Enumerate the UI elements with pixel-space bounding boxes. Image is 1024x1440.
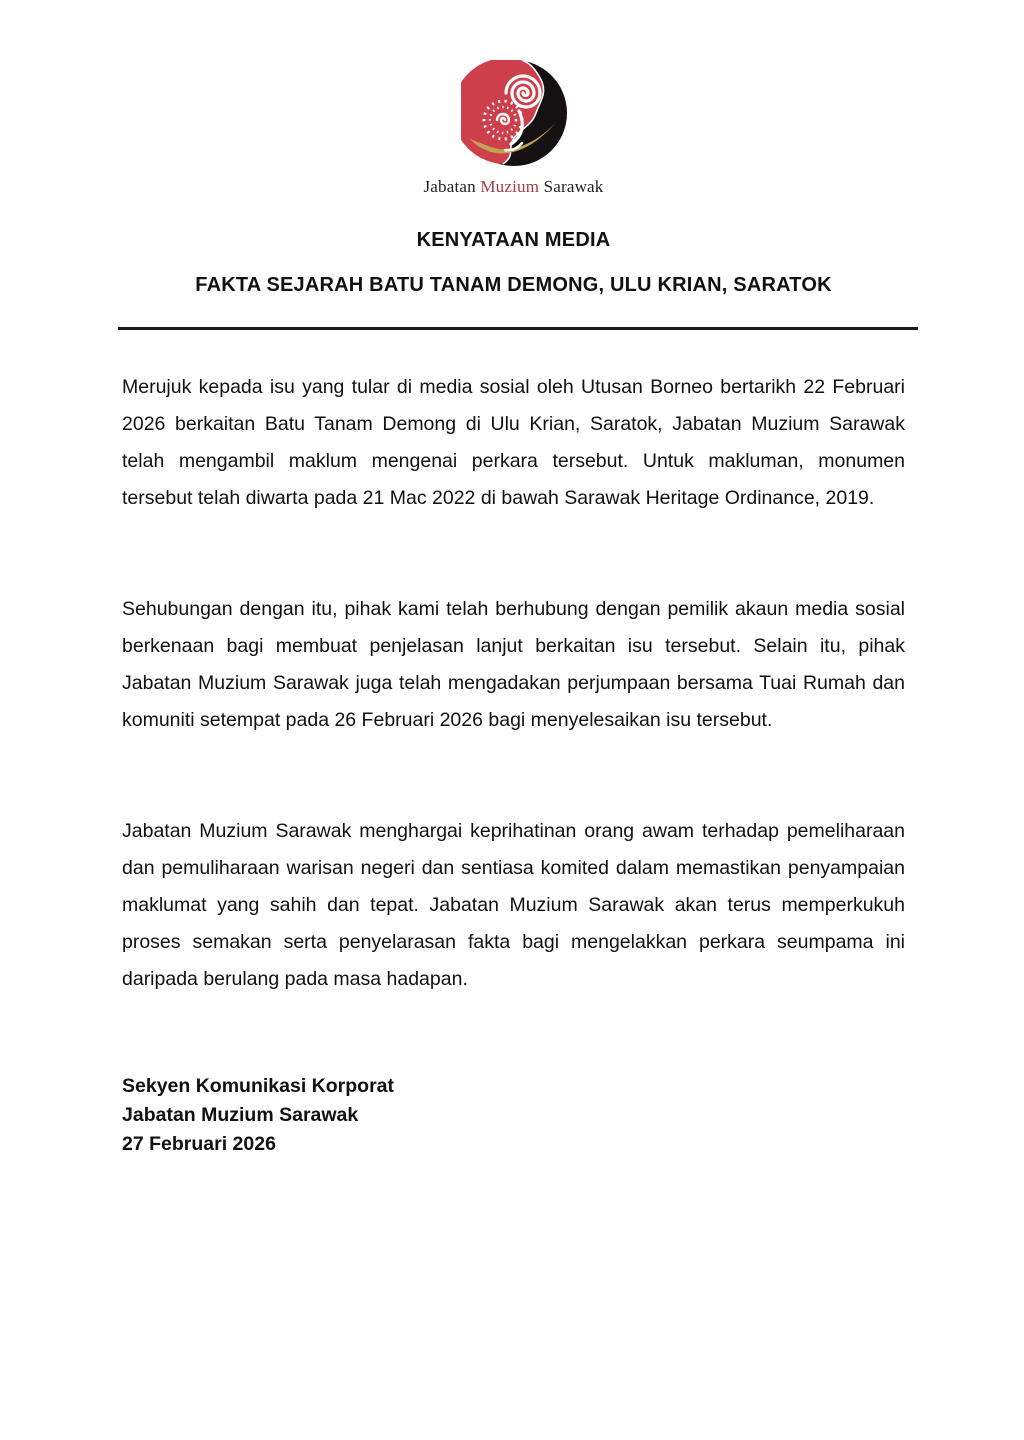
logo-caption	[122, 177, 905, 197]
paragraph-3: Jabatan Muzium Sarawak menghargai keprihatinan orang awam terhadap pemeliharaan dan pemuliharaan warisan negeri dan sentiasa komited dalam memastikan penyampaian maklumat yang sahih dan tepat. Jabatan Muzium Sarawak akan terus memperkukuh proses semakan serta penyelarasan fakta bagi mengelakkan perkara seumpama ini daripada berulang pada masa hadapan.	[122, 820, 905, 990]
logo-caption-right: Sarawak	[539, 177, 604, 196]
jabatan-muzium-sarawak-logo-icon	[461, 60, 567, 166]
logo-caption-muzium: Muzium	[480, 177, 540, 196]
paragraph-2: Sehubungan dengan itu, pihak kami telah berhubung dengan pemilik akaun media sosial berkenaan bagi membuat penjelasan lanjut berkaitan isu tersebut. Selain itu, pihak Jabatan Muzium Sarawak juga telah mengadakan perjumpaan bersama Tuai Rumah dan komuniti setempat pada 26 Februari 2026 bagi menyelesaikan isu tersebut.	[122, 598, 905, 731]
document-subtitle: FAKTA SEJARAH BATU TANAM DEMONG, ULU KRIAN, SARATOK	[195, 274, 832, 296]
signature-date: 27 Februari 2026	[122, 1133, 276, 1155]
paragraph-1: Merujuk kepada isu yang tular di media sosial oleh Utusan Borneo bertarikh 22 Februari 2026 berkaitan Batu Tanam Demong di Ulu Krian, Saratok, Jabatan Muzium Sarawak telah mengambil maklum mengenai perkara tersebut. Untuk makluman, monumen tersebut telah diwarta pada 21 Mac 2022 di bawah Sarawak Heritage Ordinance, 2019.	[122, 376, 905, 509]
body-text	[122, 369, 905, 998]
document-title: KENYATAAN MEDIA	[416, 229, 611, 251]
header-divider	[118, 327, 918, 330]
logo-caption-left: Jabatan	[423, 177, 481, 196]
logo-block	[122, 60, 905, 197]
signature-section: Sekyen Komunikasi Korporat	[122, 1075, 394, 1097]
signature-block	[122, 1072, 905, 1159]
signature-department: Jabatan Muzium Sarawak	[122, 1104, 359, 1126]
